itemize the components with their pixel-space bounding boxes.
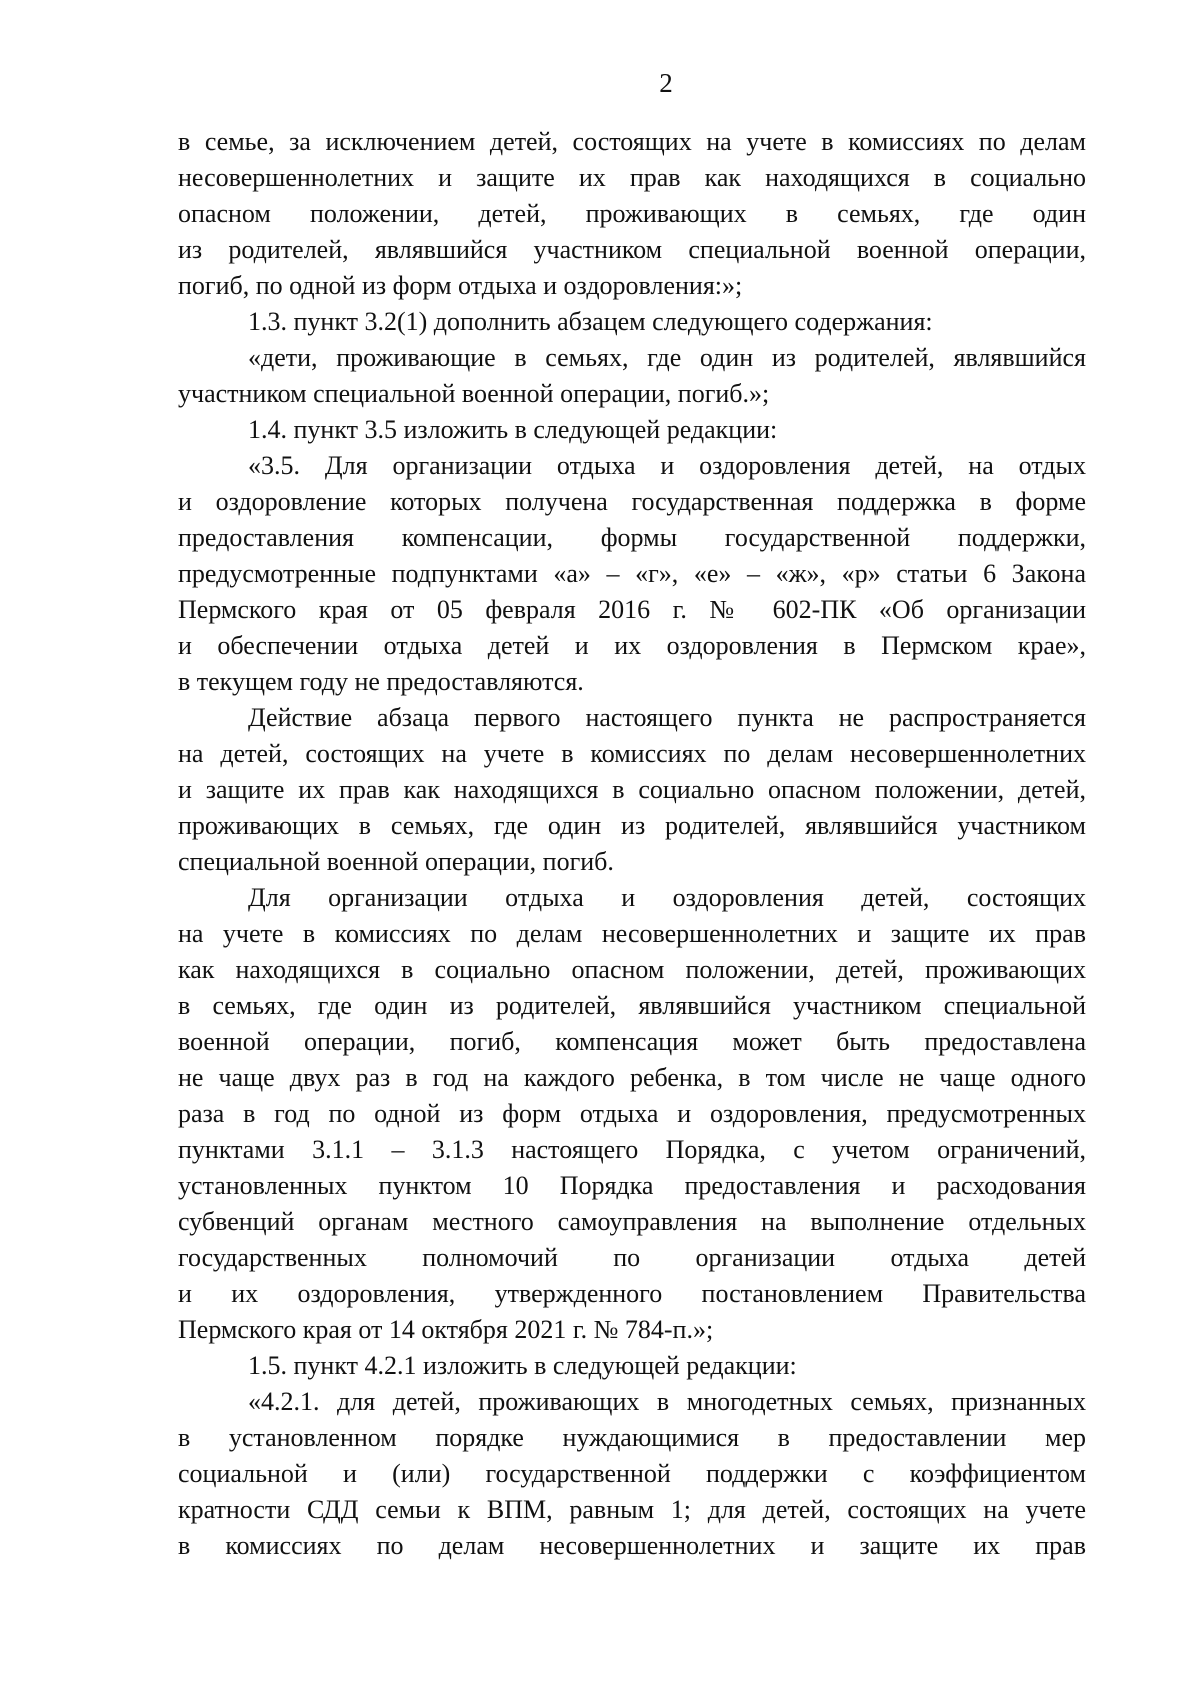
text-line: государственных полномочий по организации отдыха детей	[178, 1243, 1086, 1272]
text-line: и обеспечении отдыха детей и их оздоровления в Пермском крае»,	[178, 631, 1086, 660]
text-line: предусмотренные подпунктами «а» – «г», «е» – «ж», «р» статьи 6 Закона	[178, 559, 1086, 588]
text-line: 1.3. пункт 3.2(1) дополнить абзацем следующего содержания:	[248, 307, 933, 336]
text-line: участником специальной военной операции, погиб.»;	[178, 379, 770, 408]
text-line: из родителей, являвшийся участником специальной военной операции,	[178, 235, 1086, 264]
paragraph	[178, 700, 1086, 880]
document-body	[178, 124, 1086, 1564]
text-line: и защите их прав как находящихся в социально опасном положении, детей,	[178, 775, 1086, 804]
text-line: кратности СДД семьи к ВПМ, равным 1; для детей, состоящих на учете	[178, 1495, 1086, 1524]
text-line: Действие абзаца первого настоящего пункта не распространяется	[248, 703, 1086, 732]
paragraph	[178, 880, 1086, 1348]
text-line: пунктами 3.1.1 – 3.1.3 настоящего Порядка, с учетом ограничений,	[178, 1135, 1086, 1164]
text-line: «3.5. Для организации отдыха и оздоровления детей, на отдых	[248, 451, 1086, 480]
text-line: и их оздоровления, утвержденного постановлением Правительства	[178, 1279, 1086, 1308]
text-line: 1.5. пункт 4.2.1 изложить в следующей редакции:	[248, 1351, 797, 1380]
text-line: установленных пунктом 10 Порядка предоставления и расходования	[178, 1171, 1086, 1200]
text-line: и оздоровление которых получена государственная поддержка в форме	[178, 487, 1086, 516]
paragraph	[178, 304, 1086, 340]
paragraph	[178, 1384, 1086, 1564]
text-line: в семьях, где один из родителей, являвшийся участником специальной	[178, 991, 1086, 1020]
text-line: военной операции, погиб, компенсация может быть предоставлена	[178, 1027, 1086, 1056]
page-number: 2	[659, 68, 673, 98]
text-line: раза в год по одной из форм отдыха и оздоровления, предусмотренных	[178, 1099, 1086, 1128]
text-line: субвенций органам местного самоуправления на выполнение отдельных	[178, 1207, 1086, 1236]
paragraph	[178, 340, 1086, 412]
text-line: не чаще двух раз в год на каждого ребенка, в том числе не чаще одного	[178, 1063, 1086, 1092]
text-line: Пермского края от 14 октября 2021 г. № 784-п.»;	[178, 1315, 714, 1344]
text-line: в текущем году не предоставляются.	[178, 667, 584, 696]
text-line: в семье, за исключением детей, состоящих на учете в комиссиях по делам	[178, 127, 1086, 156]
text-line: «дети, проживающие в семьях, где один из родителей, являвшийся	[248, 343, 1086, 372]
paragraph	[178, 412, 1086, 448]
text-line: специальной военной операции, погиб.	[178, 847, 614, 876]
text-line: как находящихся в социально опасном положении, детей, проживающих	[178, 955, 1086, 984]
paragraph	[178, 448, 1086, 700]
text-line: в установленном порядке нуждающимися в предоставлении мер	[178, 1423, 1086, 1452]
text-line: на учете в комиссиях по делам несовершеннолетних и защите их прав	[178, 919, 1086, 948]
text-line: проживающих в семьях, где один из родителей, являвшийся участником	[178, 811, 1086, 840]
text-line: предоставления компенсации, формы государственной поддержки,	[178, 523, 1086, 552]
text-line: несовершеннолетних и защите их прав как находящихся в социально	[178, 163, 1086, 192]
text-line: Пермского края от 05 февраля 2016 г. № 602-ПК «Об организации	[178, 595, 1086, 624]
paragraph	[178, 1348, 1086, 1384]
text-line: погиб, по одной из форм отдыха и оздоровления:»;	[178, 271, 743, 300]
text-line: Для организации отдыха и оздоровления детей, состоящих	[248, 883, 1086, 912]
text-line: социальной и (или) государственной поддержки с коэффициентом	[178, 1459, 1086, 1488]
text-line: на детей, состоящих на учете в комиссиях по делам несовершеннолетних	[178, 739, 1086, 768]
text-line: «4.2.1. для детей, проживающих в многодетных семьях, признанных	[248, 1387, 1086, 1416]
text-line: в комиссиях по делам несовершеннолетних и защите их прав	[178, 1531, 1086, 1560]
text-line: 1.4. пункт 3.5 изложить в следующей редакции:	[248, 415, 778, 444]
text-line: опасном положении, детей, проживающих в семьях, где один	[178, 199, 1086, 228]
paragraph	[178, 124, 1086, 304]
